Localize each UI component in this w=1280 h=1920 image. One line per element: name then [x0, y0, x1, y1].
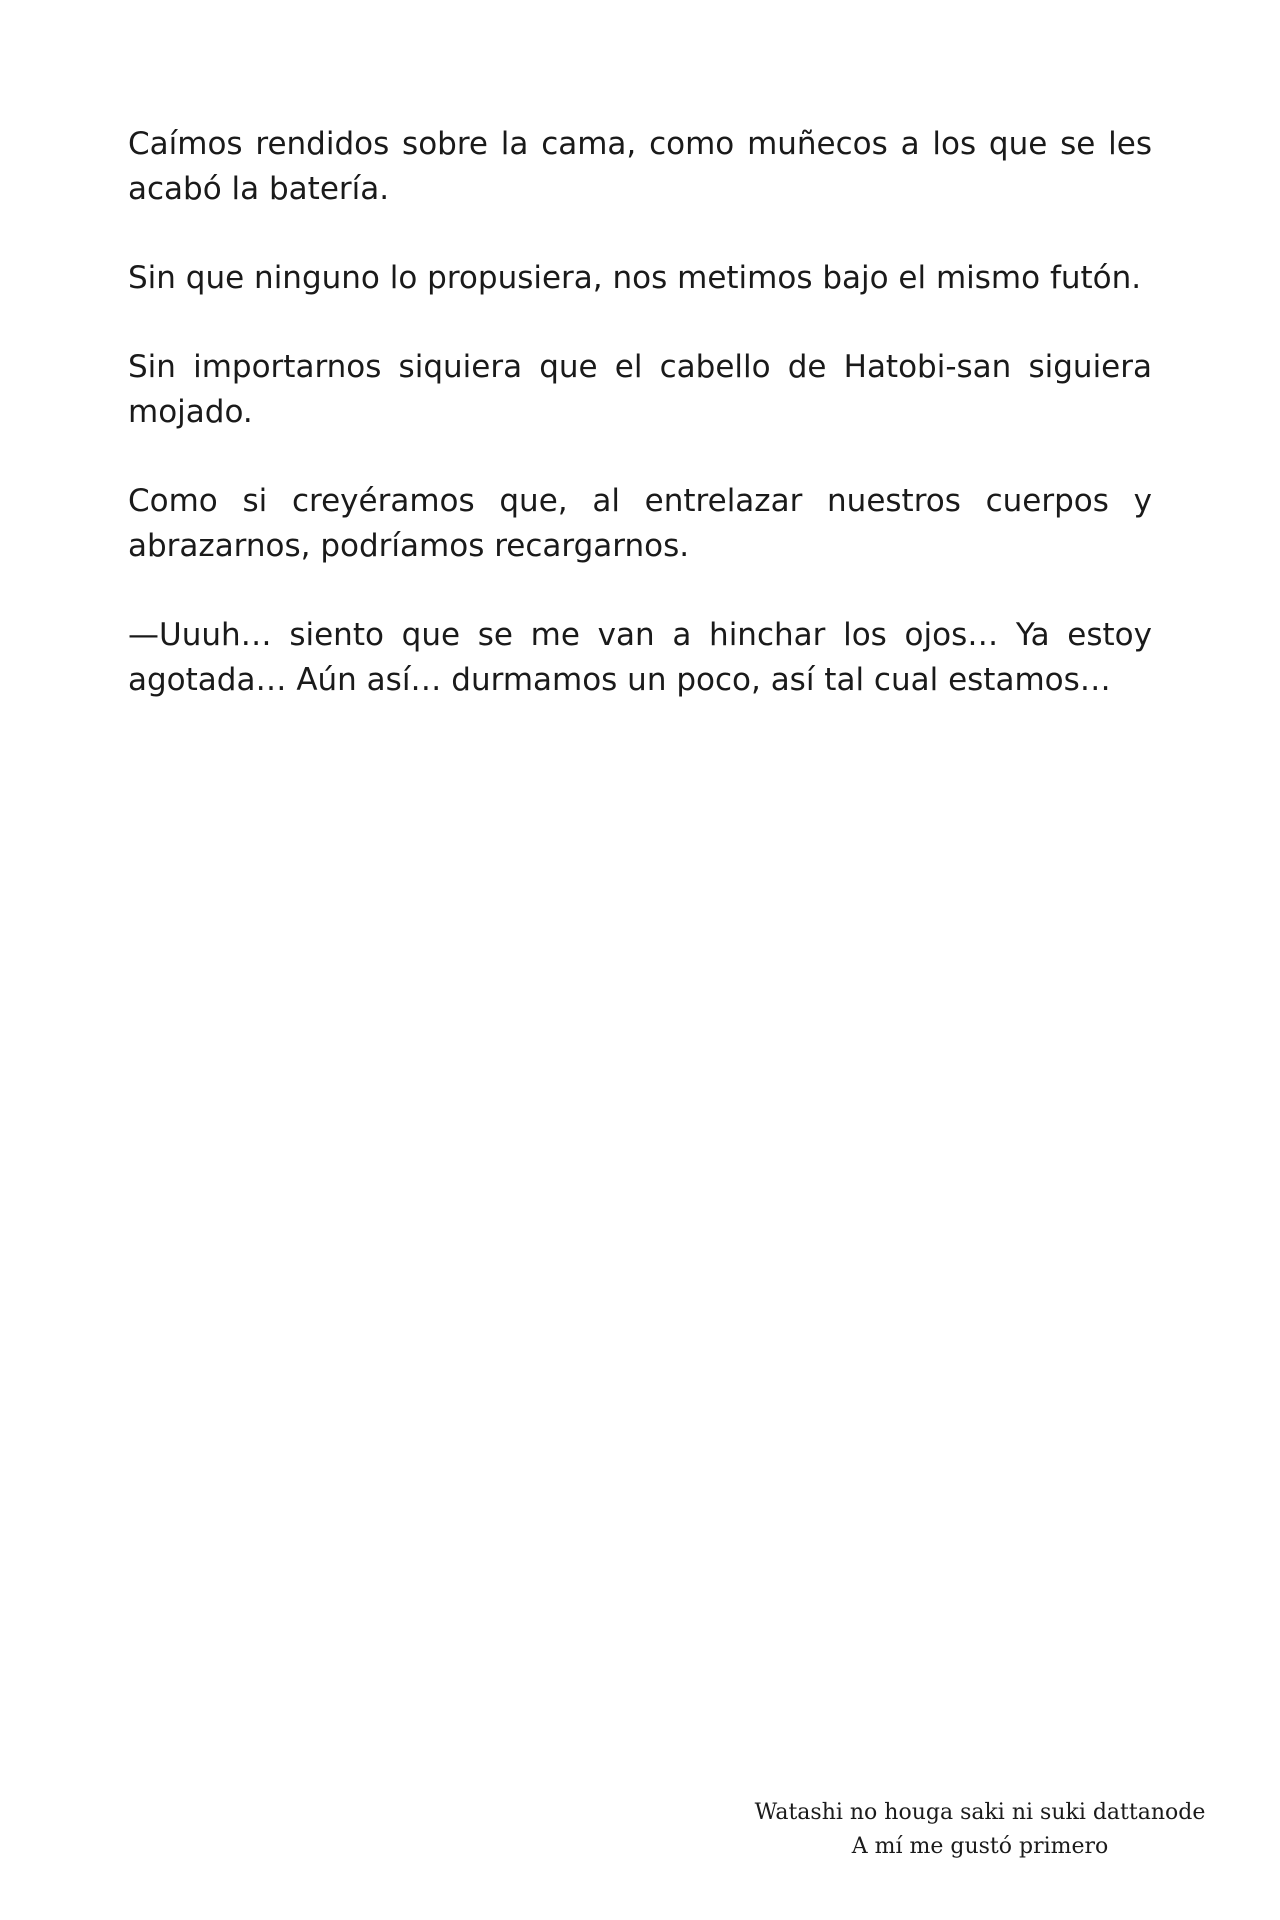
body-text: [128, 122, 1152, 747]
paragraph: Caímos rendidos sobre la cama, como muñecos a los que se les acabó la batería.: [128, 126, 1152, 207]
footer-translated-title: A mí me gustó primero: [851, 1834, 1109, 1859]
paragraph: Sin que ninguno lo propusiera, nos metimos bajo el mismo futón.: [128, 260, 1142, 296]
paragraph: Como si creyéramos que, al entrelazar nuestros cuerpos y abrazarnos, podríamos recargarnos.: [128, 483, 1152, 564]
page-footer: [740, 1796, 1220, 1864]
paragraph: —Uuuh… siento que se me van a hinchar los ojos… Ya estoy agotada… Aún así… durmamos un poco, así tal cual estamos…: [128, 617, 1152, 698]
paragraph: Sin importarnos siquiera que el cabello de Hatobi-san siguiera mojado.: [128, 349, 1152, 430]
footer-original-title: Watashi no houga saki ni suki dattanode: [754, 1800, 1206, 1825]
